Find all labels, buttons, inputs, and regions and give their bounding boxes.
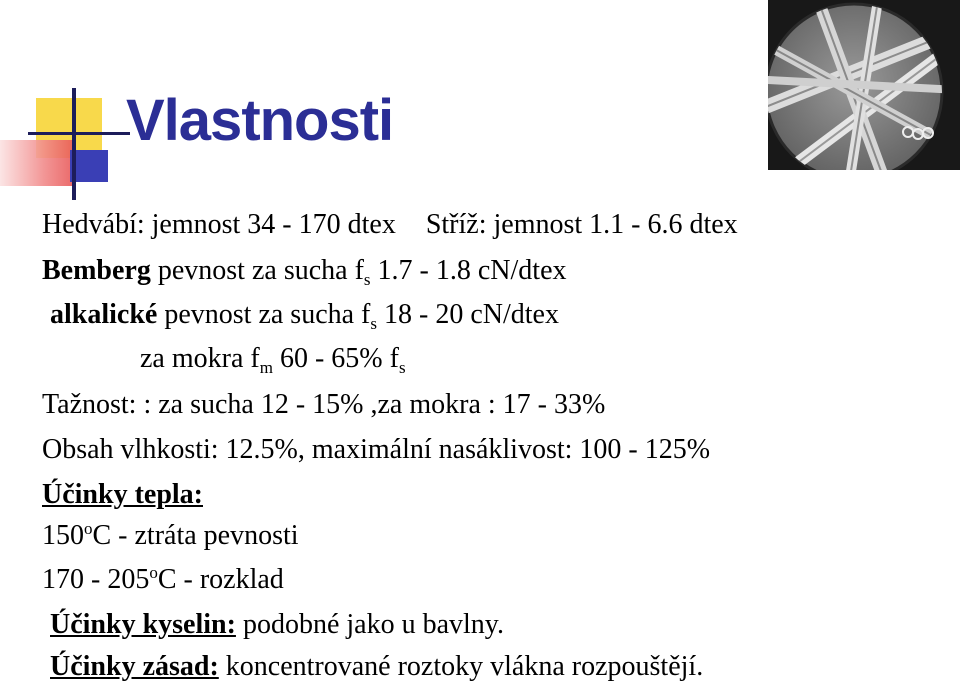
staple-fineness: Stříž: jemnost 1.1 - 6.6 dtex	[425, 209, 738, 240]
slide-logo-icon	[0, 88, 130, 200]
line-silk-fineness	[42, 211, 738, 239]
acid-effects-text: podobné jako u bavlny.	[235, 609, 504, 640]
acid-effects-label: Účinky kyselin:	[50, 609, 236, 640]
wet-sub-s: s	[398, 358, 406, 377]
line-acid-effects	[50, 611, 504, 639]
alkaline-label: alkalické	[50, 299, 158, 330]
bemberg-value: 1.7 - 1.8 cN/dtex	[370, 255, 567, 286]
wet-text: za mokra f	[140, 343, 260, 374]
bemberg-label: Bemberg	[42, 255, 151, 286]
wet-sub-m: m	[259, 358, 273, 377]
logo-red-square	[0, 140, 74, 186]
logo-horizontal-line	[28, 132, 130, 135]
heat-170-text: C - rozklad	[157, 564, 284, 595]
heat-150-value: 150	[42, 520, 84, 551]
line-wet-strength	[140, 343, 406, 377]
line-elongation: Tažnost: : za sucha 12 - 15% ,za mokra : 17 - 33%	[42, 389, 606, 420]
heat-150-degree: o	[84, 519, 93, 538]
logo-vertical-line	[72, 88, 76, 200]
line-bemberg-strength	[42, 255, 567, 289]
alkali-effects-label: Účinky zásad:	[50, 651, 219, 682]
slide-title: Vlastnosti	[126, 88, 394, 153]
silk-fineness: Hedvábí: jemnost 34 - 170 dtex	[42, 209, 396, 240]
bemberg-text: pevnost za sucha f	[150, 255, 364, 286]
line-heat-170	[42, 563, 284, 595]
line-alkali-effects	[50, 653, 703, 681]
heat-170-value: 170 - 205	[42, 564, 150, 595]
fiber-micrograph	[768, 0, 960, 170]
bemberg-sub: s	[363, 270, 371, 289]
heat-170-degree: o	[149, 563, 158, 582]
heat-150-text: C - ztráta pevnosti	[92, 520, 299, 551]
wet-value: 60 - 65% f	[272, 343, 399, 374]
alkaline-value: 18 - 20 cN/dtex	[377, 299, 559, 330]
alkali-effects-text: koncentrované roztoky vlákna rozpouštějí.	[218, 651, 704, 682]
alkaline-sub: s	[370, 314, 378, 333]
line-heat-effects-heading: Účinky tepla:	[42, 479, 203, 510]
line-heat-150	[42, 519, 299, 551]
line-alkaline-strength	[50, 299, 559, 333]
line-moisture: Obsah vlhkosti: 12.5%, maximální nasáklivost: 100 - 125%	[42, 434, 711, 465]
alkaline-text: pevnost za sucha f	[157, 299, 371, 330]
